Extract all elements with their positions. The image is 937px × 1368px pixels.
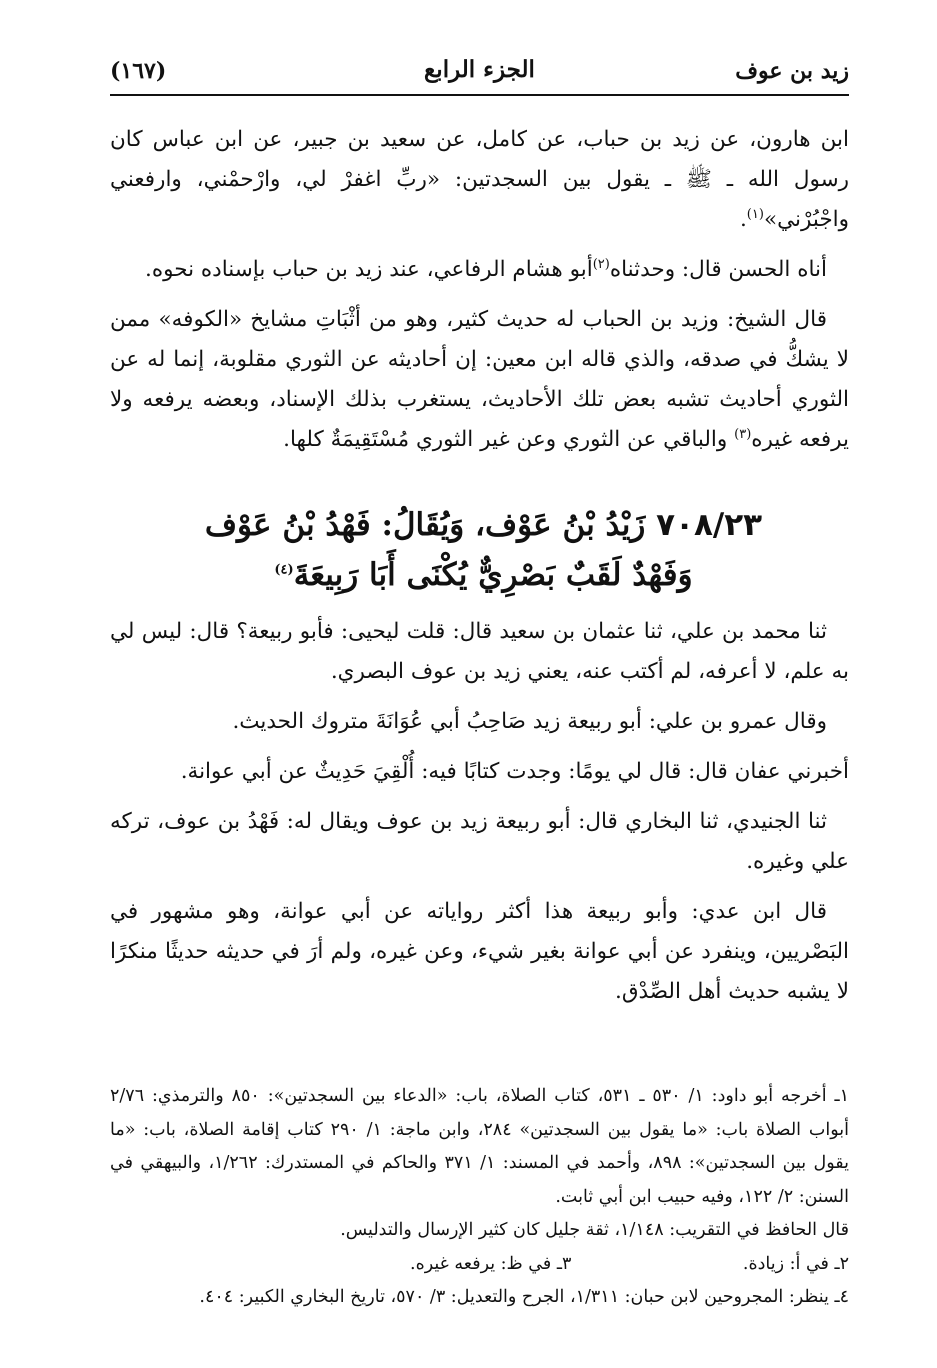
footnote-3: ٣ـ في ظ: يرفعه غيره. xyxy=(410,1253,572,1274)
paragraph: أخبرني عفان قال: قال لي يومًا: وجدت كتابًا فيه: أُلْقِيَ حَدِيثٌ عن أبي عوانة. xyxy=(180,759,849,784)
paragraph: ثنا محمد بن علي، ثنا عثمان بن سعيد قال: قلت ليحيى: فأبو ربيعة؟ قال: ليس لي به علم، لا أعرفه، لم أكتب عنه، يعني زيد بن عوف البصري. xyxy=(110,619,849,684)
paragraph: قال ابن عدي: وأبو ربيعة هذا أكثر رواياته عن أبي عوانة، وهو مشهور في البَصْريين، وينفرد عن أبي عوانة بغير شيء، وعن غيره، ولم أرَ في حديثه حديثًا منكرًا لا يشبه حديث أهل الصِّدْق. xyxy=(110,899,849,1004)
page-number: (١٦٧) xyxy=(110,58,167,84)
chapter-title: زيد بن عوف xyxy=(735,58,849,84)
paragraph: ثنا الجنيدي، ثنا البخاري قال: أبو ربيعة زيد بن عوف ويقال له: فَهْدُ بن عوف، تركه علي وغيره. xyxy=(110,809,849,874)
footnote-2: ٢ـ في أ: زيادة. xyxy=(742,1253,849,1274)
body-bottom xyxy=(110,612,849,1022)
entry-title-line-2: وَفَهْدٌ لَقَبٌ بَصْرِيٌّ يُكْنَى أَبَا رَبِيعَةَ$^{(٤)}$ xyxy=(274,557,693,593)
paragraph: أناه الحسن قال: وحدثناه$^{(٢)}$أبو هشام الرفاعي، عند زيد بن حباب بإسناده نحوه. xyxy=(144,256,827,282)
footnote-1-continued: قال الحافظ في التقريب: ١/١٤٨، ثقة جليل كان كثير الإرسال والتدليس. xyxy=(340,1220,849,1240)
volume-title: الجزء الرابع xyxy=(424,56,535,83)
entry-title xyxy=(150,500,817,600)
page-header xyxy=(110,52,849,90)
entry-number: ٧٠٨/٢٣ xyxy=(656,507,763,543)
entry-title-line-1: ٧٠٨/٢٣ زَيْدُ بْنُ عَوْف، وَيُقَالُ: فَهْدُ بْنُ عَوْف xyxy=(204,507,763,543)
footnote-4: ٤ـ ينظر: المجروحين لابن حبان: ١/٣١١، الجرح والتعديل: ٣/ ٥٧٠، تاريخ البخاري الكبير: ٤٠٤. xyxy=(199,1287,849,1307)
footnote-row xyxy=(110,1248,849,1282)
header-rule xyxy=(110,94,849,96)
paragraph: وقال عمرو بن علي: أبو ربيعة زيد صَاحِبُ أبي عُوَانَةَ متروك الحديث. xyxy=(232,709,827,734)
paragraph: ابن هارون، عن زيد بن حباب، عن كامل، عن سعيد بن جبير، عن ابن عباس كان رسول الله ـ ﷺ ـ يقول بين السجدتين: «ربِّ اغفرْ لي، وارْحمْني، وارفعني واجْبُرْني»$^{(١)}$. xyxy=(110,127,849,232)
paragraph: قال الشيخ: وزيد بن الحباب له حديث كثير، وهو من أثْبَاتِ مشايخ «الكوفه» ممن لا يشكُّ في صدقه، والذي قاله ابن معين: إن أحاديثه عن الثوري مقلوبة، إنما له عن الثوري أحاديث تشبه بعض تلك الأحاديث، يستغرب بذلك الإسناد، وبعضه يرفعه ولا يرفعه غيره$^{(٣)}$ والباقي عن الثوري وعن غير الثوري مُسْتَقِيمَةٌ كلها. xyxy=(110,307,849,452)
footnote-1: ١ـ أخرجه أبو داود: ١/ ٥٣٠ ـ ٥٣١، كتاب الصلاة، باب: «الدعاء بين السجدتين»: ٨٥٠ والترمذي: ٢/٧٦ أبواب الصلاة باب: «ما يقول بين السجدتين» ٢٨٤، وابن ماجة: ١/ ٢٩٠ كتاب إقامة الصلاة، باب: «ما يقول بين السجدتين»: ٨٩٨، وأحمد في المسند: ١/ ٣٧١ والحاكم في المستدرك: ١/٢٦٢، والبيهقي في السنن: ٢/ ١٢٢، وفيه حبيب ابن أبي ثابت. xyxy=(110,1086,849,1207)
footnotes xyxy=(110,1080,849,1315)
body-top xyxy=(110,120,849,470)
